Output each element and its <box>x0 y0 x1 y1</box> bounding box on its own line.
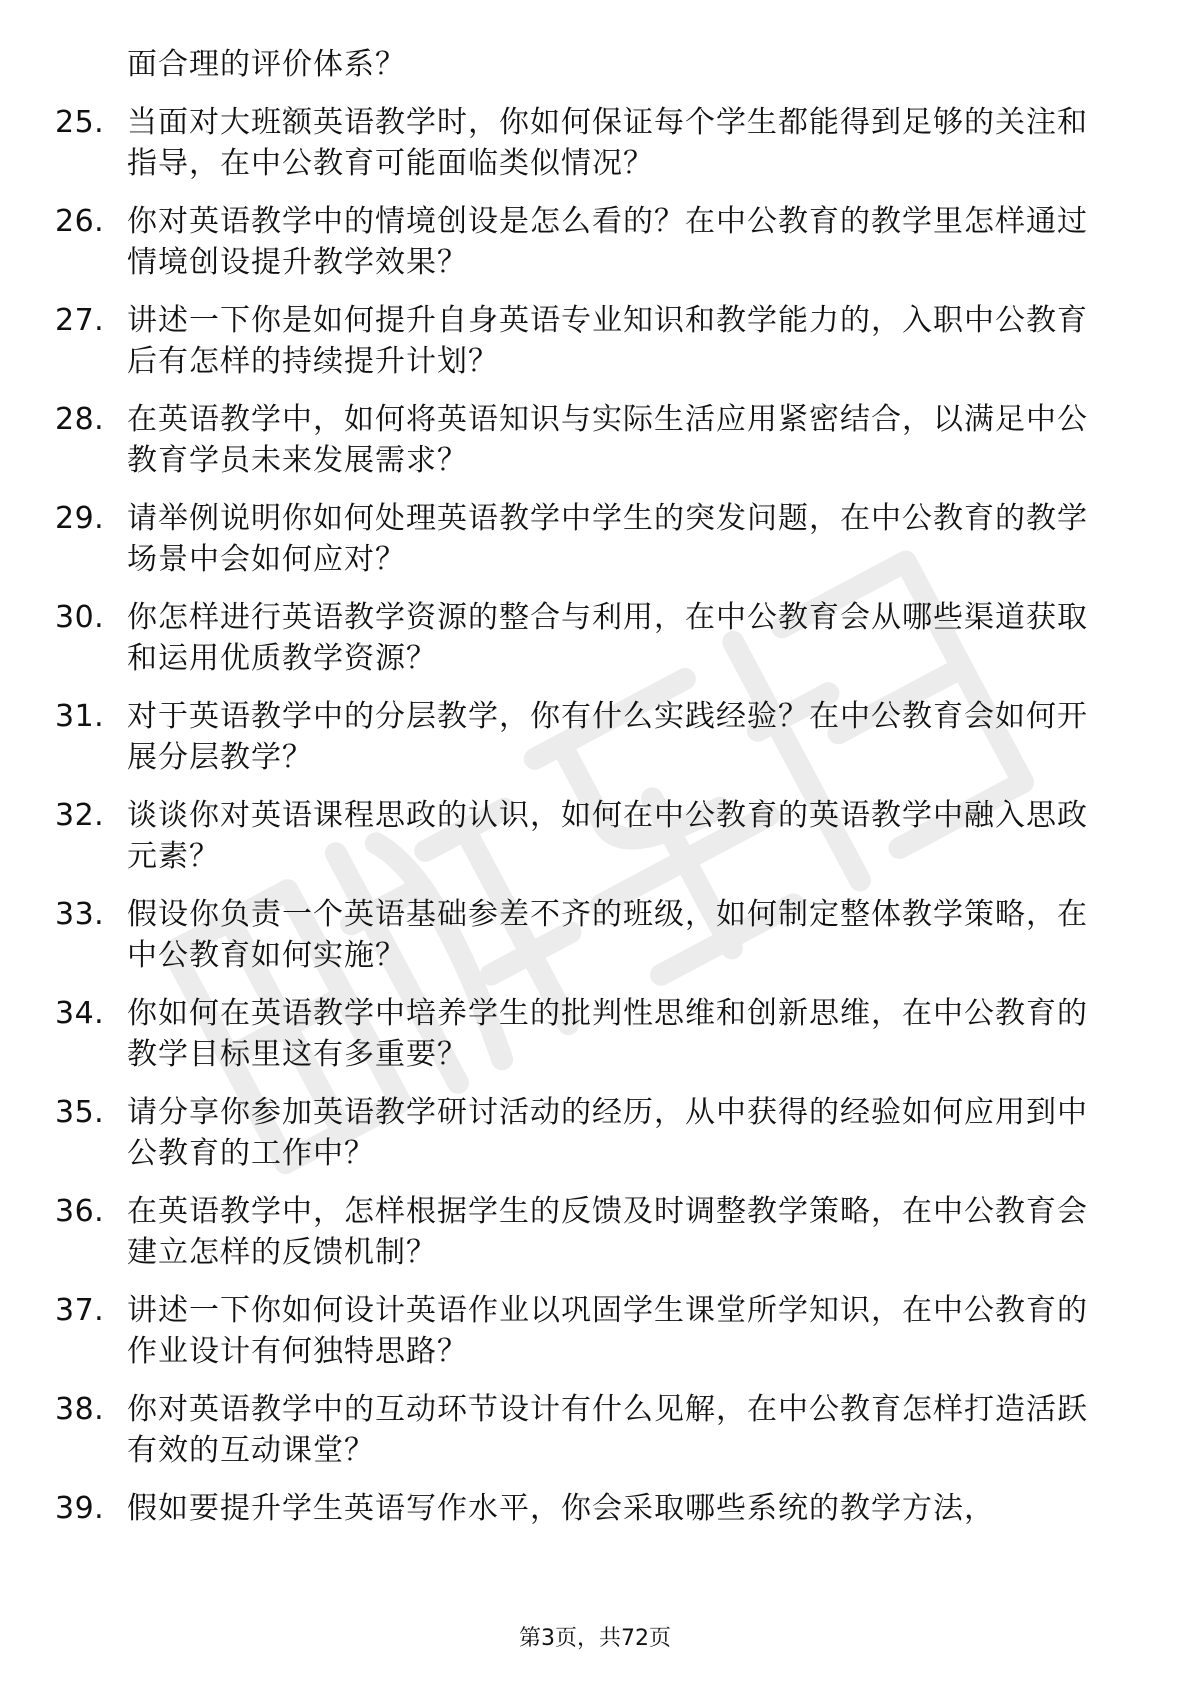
question-number: 27. <box>55 303 105 338</box>
question-text: 请举例说明你如何处理英语教学中学生的突发问题，在中公教育的教学场景中会如何应对？ <box>127 501 1088 577</box>
question-text: 在英语教学中，怎样根据学生的反馈及时调整教学策略，在中公教育会建立怎样的反馈机制？ <box>127 1194 1088 1270</box>
question-item <box>55 1290 1115 1372</box>
question-text: 在英语教学中，如何将英语知识与实际生活应用紧密结合，以满足中公教育学员未来发展需求？ <box>127 402 1088 478</box>
question-number: 36. <box>55 1194 105 1229</box>
question-item <box>55 795 1115 877</box>
question-number: 32. <box>55 798 105 833</box>
question-text: 对于英语教学中的分层教学，你有什么实践经验？在中公教育会如何开展分层教学？ <box>127 699 1088 775</box>
question-number: 39. <box>55 1491 105 1526</box>
question-item <box>55 1488 1115 1529</box>
question-text: 请分享你参加英语教学研讨活动的经历，从中获得的经验如何应用到中公教育的工作中？ <box>127 1095 1088 1171</box>
question-number: 37. <box>55 1293 105 1328</box>
question-text: 谈谈你对英语课程思政的认识，如何在中公教育的英语教学中融入思政元素？ <box>127 798 1088 874</box>
question-number: 25. <box>55 105 105 140</box>
question-text: 你怎样进行英语教学资源的整合与利用，在中公教育会从哪些渠道获取和运用优质教学资源？ <box>127 600 1088 676</box>
question-number: 34. <box>55 996 105 1031</box>
question-item <box>55 1389 1115 1471</box>
continued-question-item <box>55 44 1115 85</box>
question-number: 28. <box>55 402 105 437</box>
question-item <box>55 201 1115 283</box>
question-text: 讲述一下你是如何提升自身英语专业知识和教学能力的，入职中公教育后有怎样的持续提升计划？ <box>127 303 1088 379</box>
question-item <box>55 993 1115 1075</box>
page-number-footer: 第3页，共72页 <box>519 1626 671 1651</box>
question-text: 当面对大班额英语教学时，你如何保证每个学生都能得到足够的关注和指导，在中公教育可能面临类似情况？ <box>127 105 1088 181</box>
question-item <box>55 102 1115 184</box>
continued-question-text: 面合理的评价体系？ <box>127 47 406 82</box>
question-item <box>55 1092 1115 1174</box>
question-item <box>55 498 1115 580</box>
question-number: 33. <box>55 897 105 932</box>
question-item <box>55 894 1115 976</box>
question-item <box>55 696 1115 778</box>
interview-question-list <box>55 44 1115 1546</box>
question-text: 假如要提升学生英语写作水平，你会采取哪些系统的教学方法， <box>127 1491 995 1526</box>
question-number: 31. <box>55 699 105 734</box>
question-text: 假设你负责一个英语基础参差不齐的班级，如何制定整体教学策略，在中公教育如何实施？ <box>127 897 1088 973</box>
question-text: 你对英语教学中的互动环节设计有什么见解，在中公教育怎样打造活跃有效的互动课堂？ <box>127 1392 1088 1468</box>
question-number: 38. <box>55 1392 105 1427</box>
question-text: 你对英语教学中的情境创设是怎么看的？在中公教育的教学里怎样通过情境创设提升教学效果？ <box>127 204 1088 280</box>
question-text: 讲述一下你如何设计英语作业以巩固学生课堂所学知识，在中公教育的作业设计有何独特思路？ <box>127 1293 1088 1369</box>
question-text: 你如何在英语教学中培养学生的批判性思维和创新思维，在中公教育的教学目标里这有多重要？ <box>127 996 1088 1072</box>
question-item <box>55 399 1115 481</box>
question-item <box>55 1191 1115 1273</box>
question-number: 29. <box>55 501 105 536</box>
question-number: 30. <box>55 600 105 635</box>
question-number: 35. <box>55 1095 105 1130</box>
question-item <box>55 597 1115 679</box>
question-item <box>55 300 1115 382</box>
question-number: 26. <box>55 204 105 239</box>
